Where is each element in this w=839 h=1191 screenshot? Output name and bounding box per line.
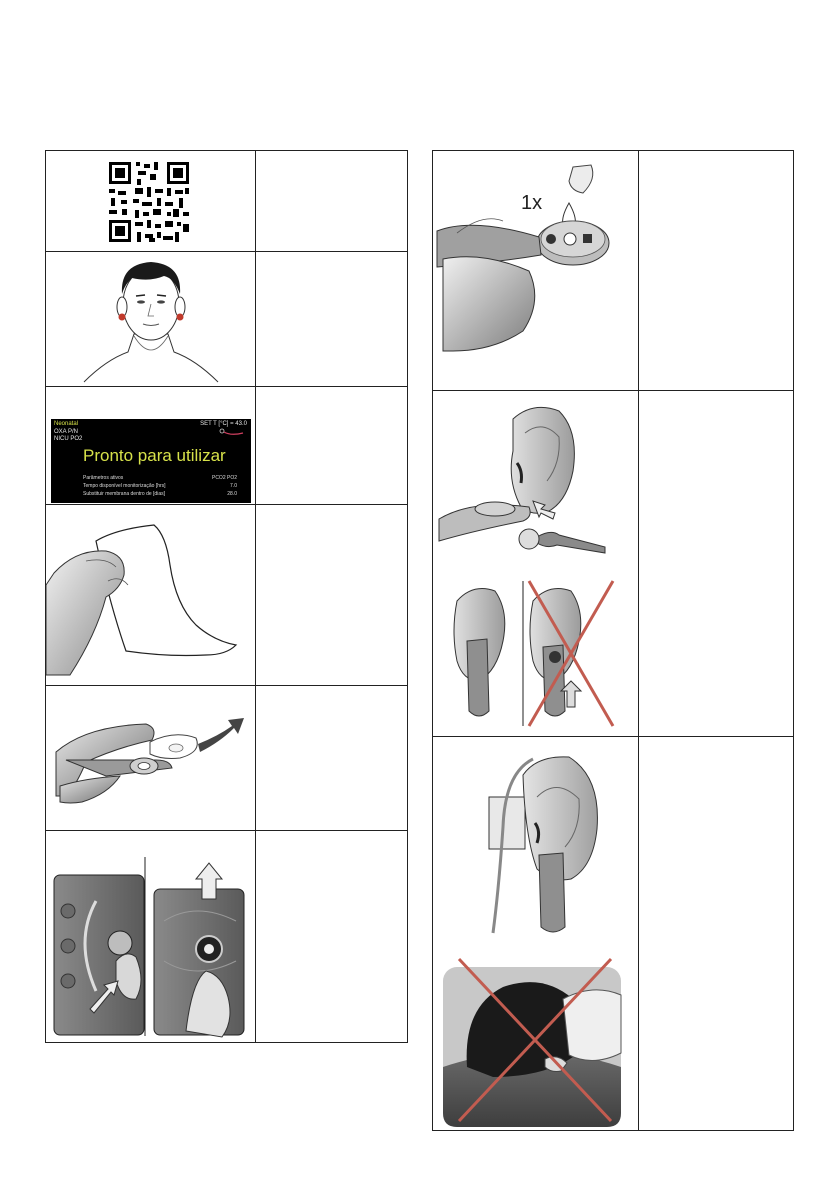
face-image-cell: [46, 252, 256, 386]
remove-membrane-image-cell: [46, 686, 256, 830]
monitor-param-label-2: Tempo disponível monitorização [hrs]: [83, 483, 166, 489]
wipe-text-cell: [256, 505, 407, 685]
monitor-status: Pronto para utilizar: [83, 446, 226, 465]
qr-code-icon[interactable]: [46, 151, 256, 251]
apply-drop-illustration: [433, 151, 639, 390]
row-apply-drop: [433, 151, 793, 391]
monitor-set-temperature: SET T [°C] = 43.0: [200, 421, 247, 427]
drop-count-label: 1x: [521, 192, 543, 214]
cable-fixing-illustration: [433, 737, 639, 1131]
docking-image-cell: [46, 831, 256, 1043]
monitor-param-value-2: 7.0: [230, 483, 237, 489]
drop-image-cell: [433, 151, 639, 390]
monitor-image-cell: [46, 387, 256, 504]
qr-code-text-cell: [256, 151, 407, 251]
monitor-param-label-3: Substituir membrana dentro de [dias]: [83, 491, 165, 497]
pull-arrow-icon: [198, 718, 244, 752]
monitor-param-label-1: Parâmetros ativos: [83, 475, 124, 481]
remove-membrane-text-cell: [256, 686, 407, 830]
monitor-screen: [51, 419, 251, 503]
cable-fixing-image-cell: [433, 737, 639, 1131]
cable-fixing-text-cell: [639, 737, 793, 1131]
ear-clip-text-cell: [639, 391, 793, 736]
sensor-cable-icon: [219, 428, 245, 438]
monitor-mode: Neonatal: [54, 421, 79, 427]
row-qr-code: [46, 151, 407, 252]
docking-station-illustration: [46, 831, 256, 1043]
wipe-image-cell: [46, 505, 256, 685]
ear-clip-placement-illustration: [433, 391, 639, 736]
drop-text-cell: [639, 151, 793, 390]
row-cable-fixing: [433, 737, 793, 1131]
ear-clip-image-cell: [433, 391, 639, 736]
row-cleaning-wipe: [46, 505, 407, 686]
cleaning-wipe-illustration: [46, 505, 256, 685]
docking-text-cell: [256, 831, 407, 1043]
monitor-line3: NICU PO2: [54, 436, 83, 442]
monitor-text-cell: [256, 387, 407, 504]
left-earlobe-marker-icon: [119, 314, 126, 321]
row-face: [46, 252, 407, 387]
remove-membrane-illustration: [46, 686, 256, 830]
monitor-param-value-1: PCO2 PO2: [211, 475, 237, 481]
right-earlobe-marker-icon: [177, 314, 184, 321]
row-ear-clip-placement: [433, 391, 793, 737]
row-docking-station: [46, 831, 407, 1043]
row-remove-membrane: [46, 686, 407, 831]
monitor-param-value-3: 28.0: [227, 491, 237, 497]
row-monitor-screen: [46, 387, 407, 505]
right-instruction-table: [432, 150, 794, 1131]
face-text-cell: [256, 252, 407, 386]
monitor-line2: OXA P/N: [54, 429, 79, 435]
face-earlobe-illustration: [46, 252, 256, 386]
left-instruction-table: [45, 150, 408, 1043]
qr-code-image-cell: [46, 151, 256, 251]
